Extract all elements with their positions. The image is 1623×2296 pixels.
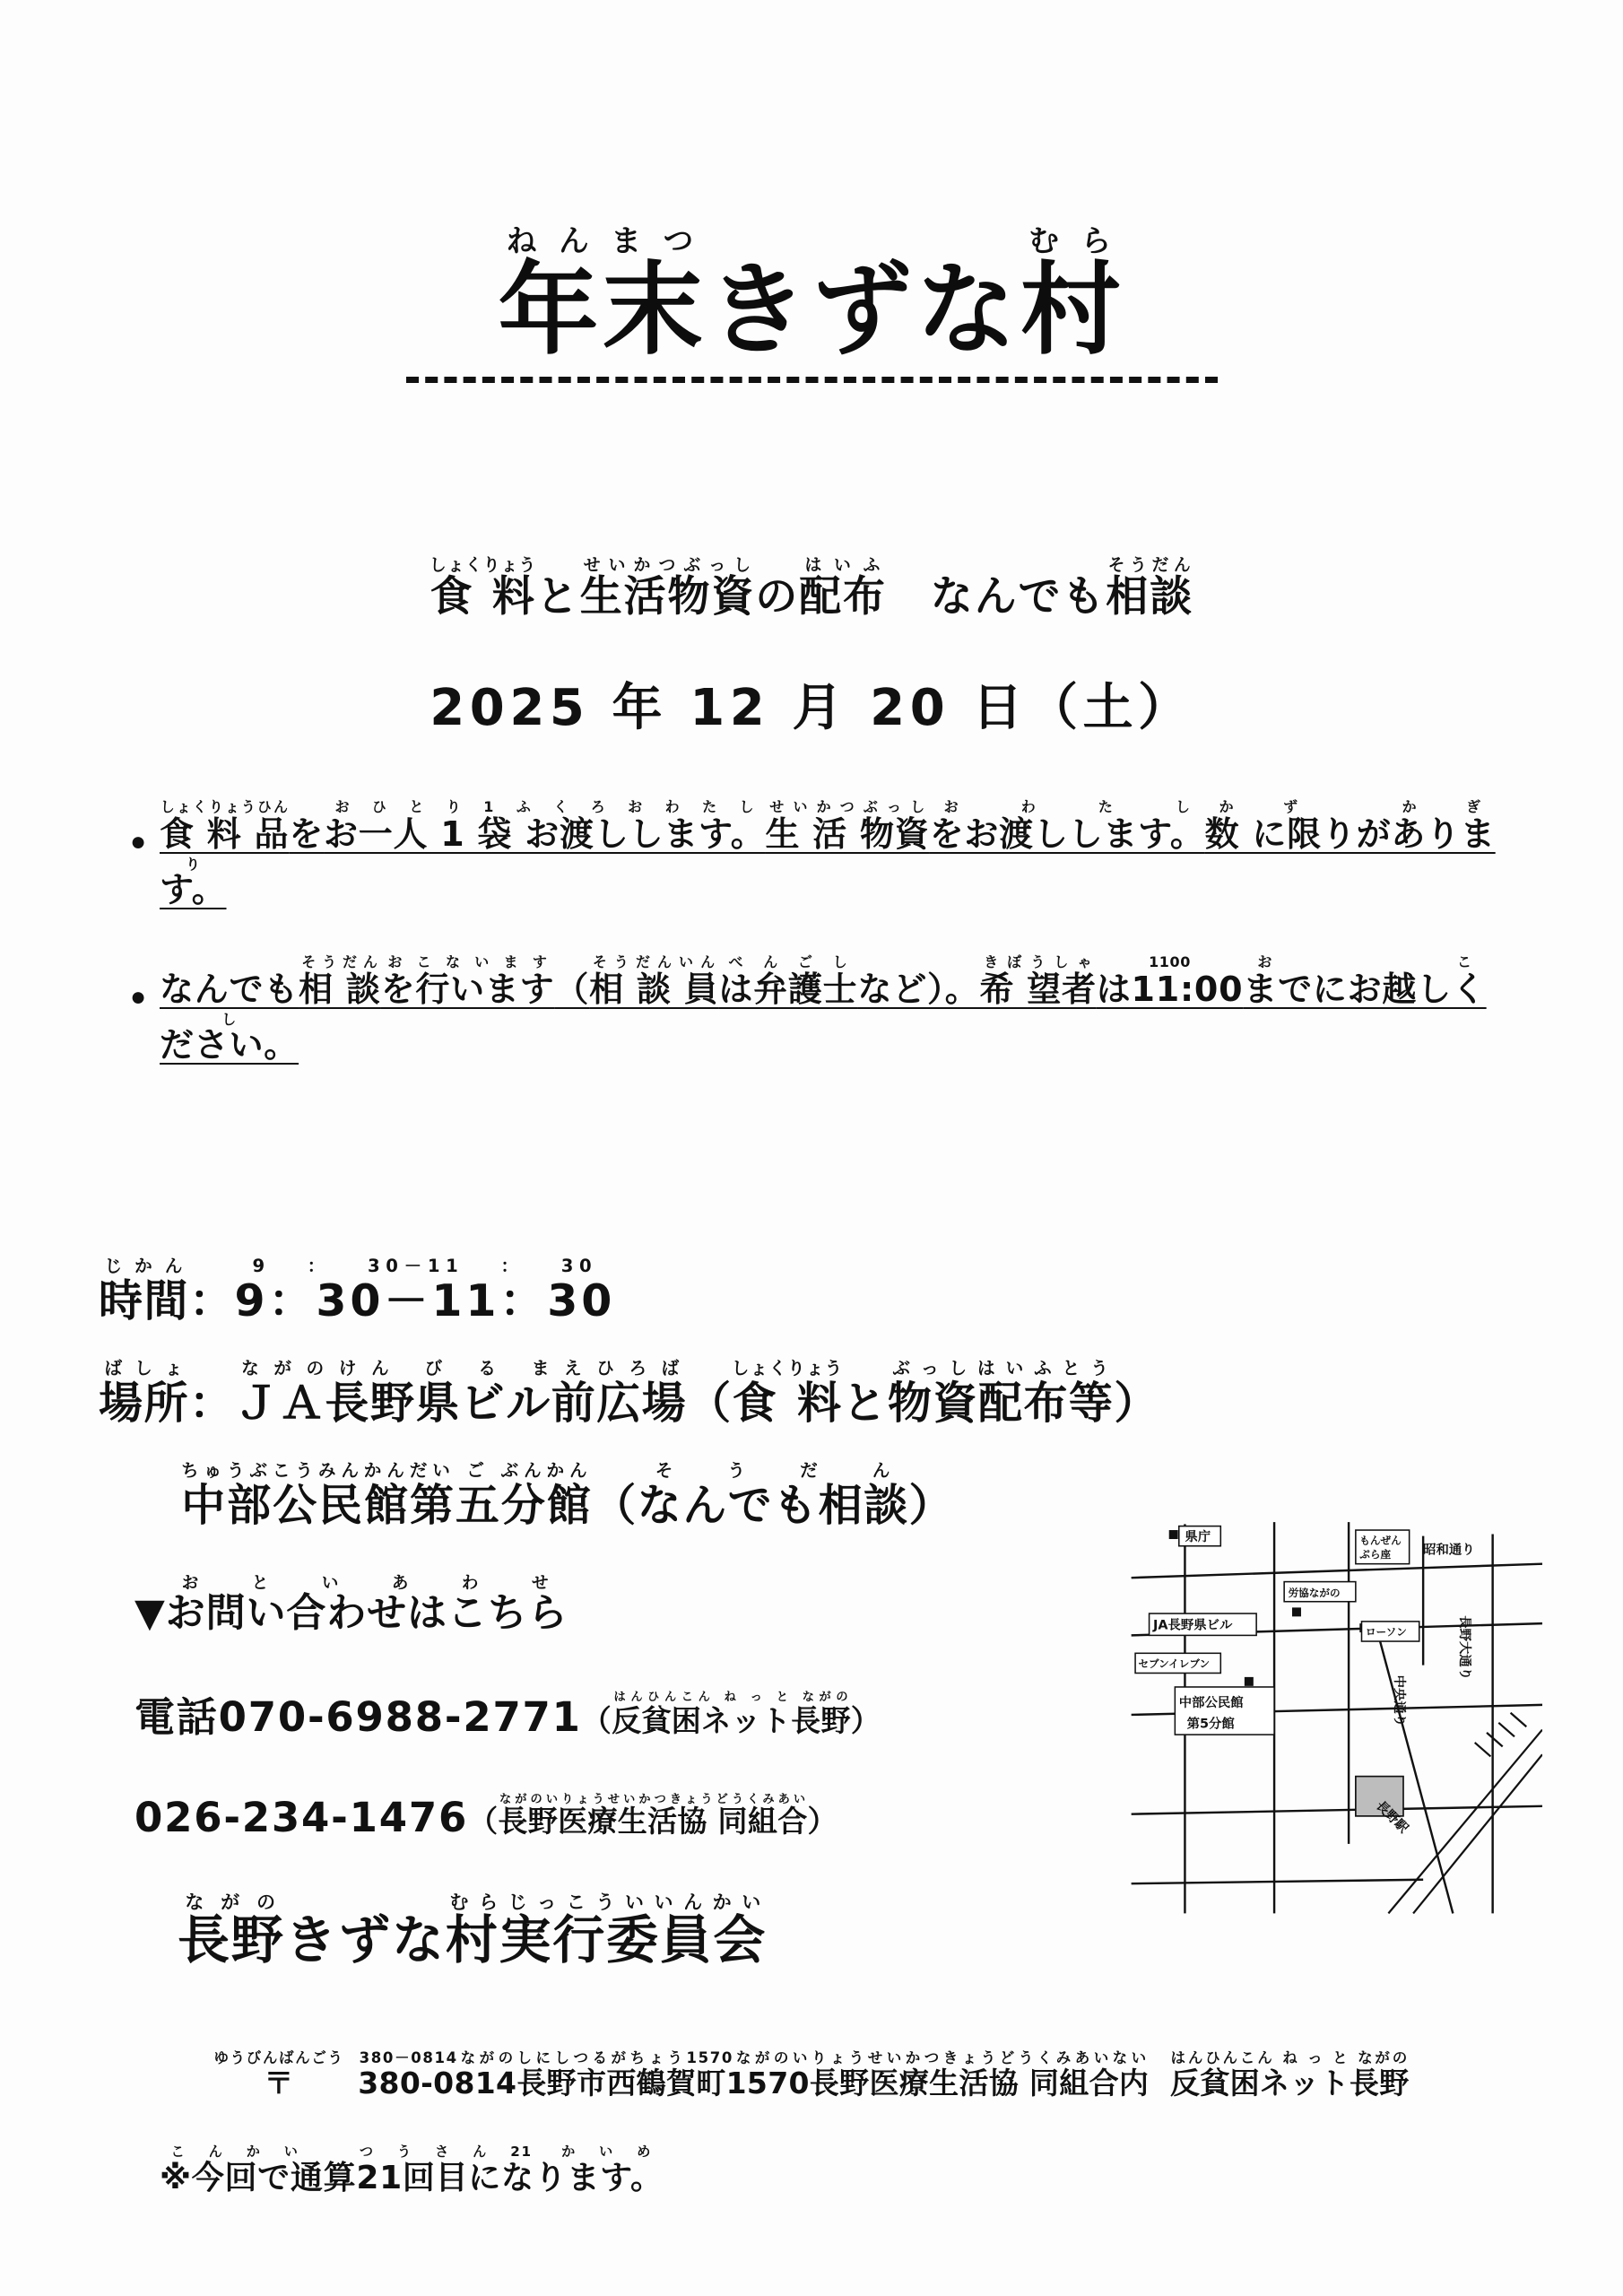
subtitle-gap — [887, 572, 931, 622]
tel-note — [581, 1691, 881, 1738]
bullet-seg-ruby: 1100 — [1096, 953, 1244, 971]
tel-note-ruby: はんひんこん ね っ と ながの — [612, 1691, 851, 1704]
tel-note-paren-close: ） — [807, 1804, 838, 1839]
subtitle-seg-1: 食 料 — [429, 572, 537, 622]
svg-text:県庁: 県庁 — [1185, 1530, 1211, 1545]
postal-mark-ruby: ゆうびんばんごう — [213, 2049, 344, 2066]
svg-text:ぷら座: ぷら座 — [1359, 1548, 1392, 1561]
telephone-line-1[interactable] — [135, 1684, 1211, 1743]
svg-text:長野大通り: 長野大通り — [1457, 1615, 1472, 1681]
bullet-seg: 相 談 — [299, 970, 381, 1010]
title-divider — [406, 377, 1218, 383]
bullet-seg-ruby: せいかつぶっし — [765, 798, 930, 815]
place2-note: なんでも相談 — [637, 1480, 909, 1532]
contact-block — [135, 1574, 1211, 1973]
tel-note-text: 反貧困ネット長野 — [612, 1703, 851, 1738]
place2-paren-close: ） — [908, 1480, 955, 1532]
bullet-text — [160, 798, 1515, 918]
subtitle-seg-6: なんでも — [930, 572, 1107, 622]
page-title — [0, 223, 1623, 369]
place-note-1-ruby: しょくりょう — [731, 1358, 844, 1379]
contact-heading — [135, 1574, 1211, 1638]
place2-line — [99, 1460, 1264, 1535]
bullet-seg: お一人 1 袋 お渡しします。 — [324, 814, 766, 854]
tel-note — [468, 1793, 838, 1839]
bullet-list — [117, 798, 1515, 1109]
place-label-ruby: ばしょ — [99, 1358, 189, 1379]
title-base-2: きずな — [707, 252, 1020, 369]
place-label: 場所 — [99, 1378, 189, 1430]
postal-mark-icon: 〒 — [213, 2066, 344, 2100]
organizer-name — [135, 1892, 1211, 1973]
bullet-seg: を行います — [380, 970, 555, 1010]
bullet-seg-ruby: おこないます — [380, 953, 555, 971]
title-block — [0, 224, 1623, 383]
place2-note-ruby: そうだん — [637, 1460, 909, 1482]
bullet-seg: 生 活 物資 — [765, 814, 930, 854]
place-line — [99, 1358, 1264, 1433]
bullet-text — [160, 953, 1515, 1073]
time-label: 時間 — [99, 1275, 189, 1326]
bullet-seg-ruby: おわたし — [929, 798, 1205, 815]
telephone-line-2[interactable] — [135, 1793, 1211, 1841]
bullet-seg-ruby: おこし — [160, 953, 1487, 1028]
bullet-seg: なんでも — [160, 970, 299, 1010]
location-map — [1125, 1516, 1542, 1924]
place-note-3-ruby: ぶっしはいふとう — [888, 1358, 1115, 1379]
subtitle-seg-5: 配布 — [799, 572, 887, 622]
bullet-seg-ruby: きぼうしゃ — [979, 953, 1097, 971]
place-venue-ruby: ながのけん び る まえひろば — [234, 1358, 688, 1379]
svg-text:ローソン: ローソン — [1365, 1625, 1407, 1639]
subtitle-seg-2: と — [535, 572, 580, 622]
place2-venue-ruby: ちゅうぶこうみんかんだい ご ぶんかん — [181, 1460, 593, 1482]
footer-address — [0, 2049, 1623, 2102]
address-text: 380-0814長野市西鶴賀町1570長野医療生活協 同組合内 — [358, 2066, 1150, 2100]
title-base-1: 年末 — [498, 252, 707, 369]
organizer-seg-3-ruby: むらじっこういいんかい — [445, 1892, 768, 1913]
bullet-seg: 食 料 品 — [160, 814, 290, 854]
bullet-seg-ruby: そうだん — [299, 953, 381, 971]
footer-org-ruby: はんひんこん ね っ と ながの — [1169, 2049, 1410, 2066]
bullet-seg: （ — [554, 970, 590, 1010]
place-note-3: 物資配布等 — [888, 1378, 1115, 1430]
map-illustration — [1125, 1516, 1542, 1924]
bullet-seg: 相 談 員 — [589, 970, 719, 1010]
subtitle-seg-3: 生活物資 — [579, 572, 756, 622]
time-value-ruby: 9：30－11：30 — [234, 1256, 616, 1276]
svg-text:セブンイレブン: セブンイレブン — [1138, 1657, 1211, 1670]
place2-paren-open: （ — [592, 1480, 638, 1532]
subtitle-ruby-7: そうだん — [1106, 556, 1194, 575]
svg-text:中央通り: 中央通り — [1392, 1674, 1407, 1727]
place-paren-close: ） — [1114, 1378, 1159, 1430]
footer-note-text: ※今回で通算21回目になります。 — [160, 2160, 664, 2196]
tel-label: 電話 — [135, 1693, 219, 1741]
place-venue: ＪＡ長野県ビル前広場 — [234, 1378, 688, 1430]
list-item — [117, 953, 1515, 1073]
bullet-seg: を — [289, 814, 325, 854]
title-ruby-3: むら — [1020, 223, 1125, 258]
svg-text:労協ながの: 労協ながの — [1288, 1587, 1341, 1600]
bullet-seg: など）。 — [857, 970, 980, 1010]
bullet-seg: までにお越しください。 — [160, 970, 1487, 1065]
bullet-seg-ruby: しょくりょうひん — [160, 798, 290, 815]
place-note-2: と — [842, 1378, 889, 1430]
place-note-1: 食 料 — [731, 1378, 844, 1430]
subtitle-ruby-5: はいふ — [799, 556, 887, 575]
tel-note-paren-close: ） — [850, 1703, 881, 1738]
list-item — [117, 798, 1515, 918]
tel-number[interactable]: 026-234-1476 — [135, 1794, 469, 1841]
subtitle — [0, 556, 1623, 623]
subtitle-seg-7: 相談 — [1106, 572, 1194, 622]
time-line — [99, 1256, 1264, 1331]
subtitle-seg-4: の — [755, 572, 800, 622]
tel-note-paren-open: （ — [468, 1804, 499, 1839]
tel-number[interactable]: 070-6988-2771 — [218, 1693, 582, 1741]
bullet-seg-ruby: べんごし — [718, 953, 858, 971]
organizer-seg-3: 村実行委員会 — [445, 1909, 768, 1970]
time-label-ruby: じかん — [99, 1256, 189, 1276]
tel-note-ruby: ながのいりょうせいかつきょうどうくみあい — [498, 1793, 808, 1806]
svg-text:もんぜん: もんぜん — [1359, 1534, 1402, 1547]
title-ruby-1: ねんまつ — [498, 223, 707, 258]
footer-org-text: 反貧困ネット長野 — [1169, 2066, 1410, 2100]
bullet-seg-ruby: かず かぎり — [160, 798, 1496, 873]
tel-note-text: 長野医療生活協 同組合 — [498, 1804, 808, 1839]
contact-heading-ruby: おといあわせ — [165, 1574, 568, 1593]
title-base-3: 村 — [1020, 252, 1125, 369]
map-railway — [1388, 1713, 1542, 1914]
time-value: 9：30－11：30 — [234, 1275, 616, 1326]
bullet-seg: は11:00 — [1096, 970, 1244, 1010]
contact-heading-text: お問い合わせはこちら — [165, 1590, 568, 1636]
svg-text:昭和通り: 昭和通り — [1423, 1543, 1475, 1558]
organizer-seg-2: きずな — [284, 1909, 446, 1970]
bullet-marker: ● — [129, 982, 147, 1013]
svg-text:第5分館: 第5分館 — [1186, 1717, 1235, 1732]
tel-note-paren-open: （ — [581, 1703, 612, 1738]
footer-note — [160, 2144, 664, 2198]
bullet-seg: をお渡しします。 — [929, 814, 1205, 854]
bullet-marker: ● — [129, 827, 147, 857]
bullet-seg: 数 に限りがあります。 — [160, 814, 1496, 909]
place2-venue: 中部公民館第五分館 — [181, 1480, 593, 1532]
address-ruby: 380－0814ながのしにしつるがちょう1570ながのいりょうせいかつきょうどうくみあいない — [358, 2049, 1150, 2066]
footer-note-ruby: こんかい つうさん21 かいめ — [160, 2144, 664, 2160]
svg-text:長野駅: 長野駅 — [1373, 1798, 1410, 1837]
bullet-seg-ruby: そうだんいん — [589, 953, 719, 971]
subtitle-ruby-1: しょくりょう — [429, 556, 537, 575]
triangle-marker-icon: ▼ — [135, 1590, 166, 1636]
bullet-seg: 希 望者 — [979, 970, 1097, 1010]
organizer-seg-1-ruby: ながの — [178, 1892, 285, 1913]
place-separator: ： — [188, 1378, 235, 1430]
svg-text:中部公民館: 中部公民館 — [1178, 1696, 1244, 1711]
bullet-seg-ruby: おひとり1ふくろおわたし — [324, 798, 766, 815]
bullet-seg: は弁護士 — [718, 970, 858, 1010]
subtitle-ruby-3: せいかつぶっし — [579, 556, 756, 575]
info-block — [99, 1256, 1264, 1562]
svg-text:JA長野県ビル: JA長野県ビル — [1153, 1618, 1233, 1633]
place-paren-open: （ — [687, 1378, 733, 1430]
time-separator: ： — [188, 1275, 235, 1326]
organizer-seg-1: 長野 — [178, 1909, 285, 1970]
event-date: 2025 年 12 月 20 日（土） — [430, 679, 1193, 737]
